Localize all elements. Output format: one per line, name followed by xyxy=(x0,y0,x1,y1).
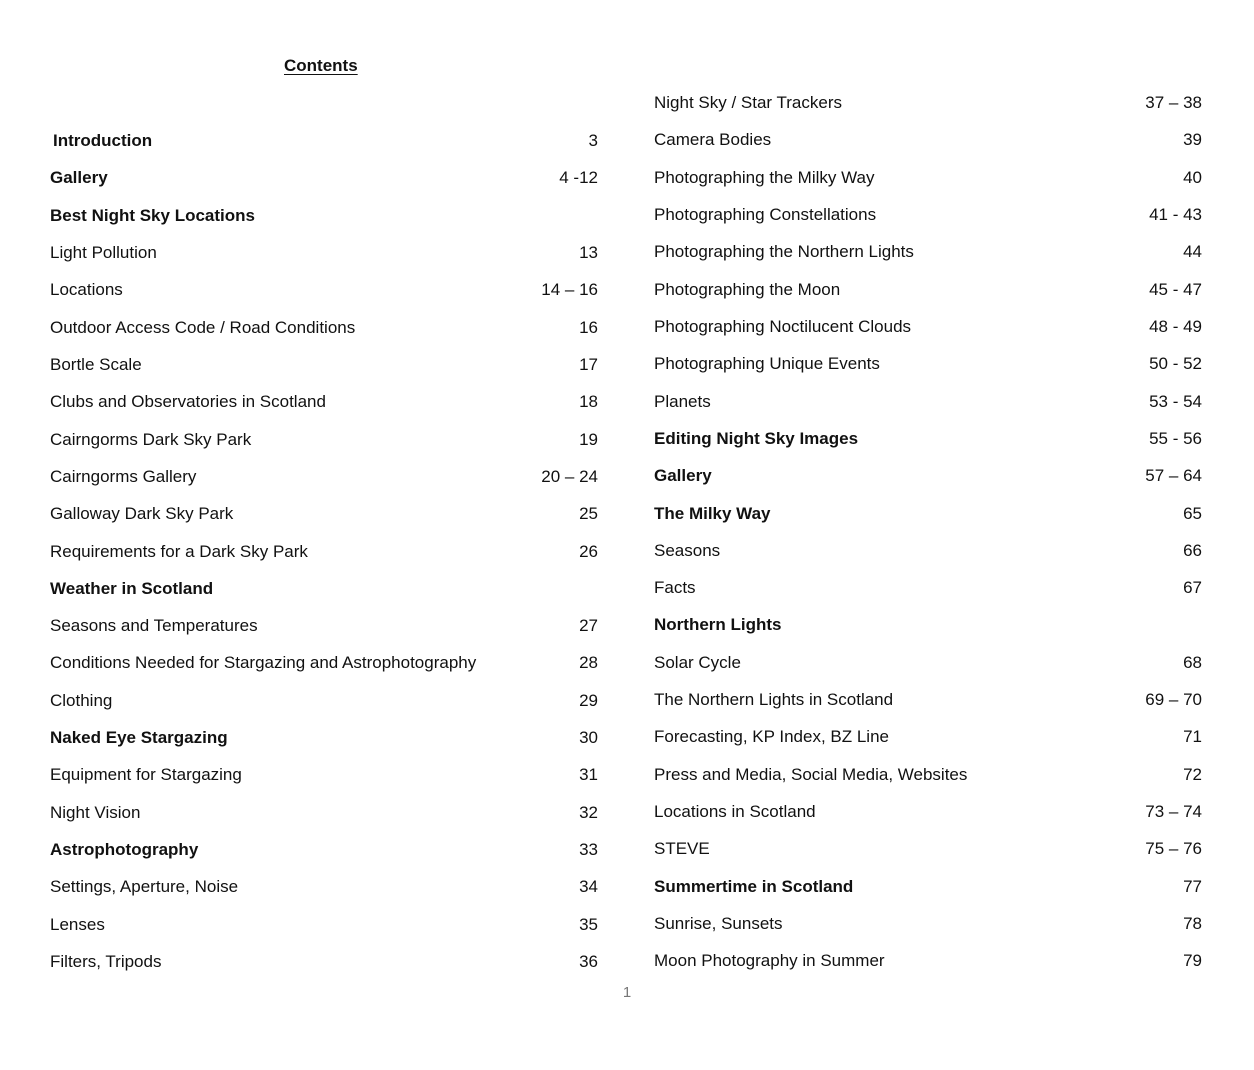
toc-entry-title: STEVE xyxy=(654,839,710,859)
toc-entry-pages: 45 - 47 xyxy=(1149,279,1202,299)
toc-entry[interactable] xyxy=(50,576,598,602)
toc-entry-title: Galloway Dark Sky Park xyxy=(50,504,234,524)
toc-entry-title: Gallery xyxy=(654,466,712,486)
toc-entry-pages: 29 xyxy=(579,690,598,710)
toc-entry-title: Photographing the Moon xyxy=(654,279,841,299)
toc-entry-pages: 18 xyxy=(579,392,598,412)
page-number: 1 xyxy=(622,984,632,1001)
toc-entry[interactable] xyxy=(50,613,598,639)
toc-entry-pages: 16 xyxy=(579,317,598,337)
toc-entry-title: The Northern Lights in Scotland xyxy=(654,690,894,710)
toc-entry[interactable] xyxy=(50,949,598,975)
toc-entry-title: Astrophotography xyxy=(50,840,199,860)
toc-entry-title: Lenses xyxy=(50,914,105,934)
toc-entry-pages: 20 – 24 xyxy=(541,466,598,486)
toc-entry[interactable] xyxy=(654,165,1202,191)
toc-entry-pages: 17 xyxy=(579,354,598,374)
toc-entry[interactable] xyxy=(50,650,598,676)
toc-entry-pages: 28 xyxy=(579,653,598,673)
toc-entry-pages: 73 – 74 xyxy=(1145,802,1202,822)
toc-entry-title: Naked Eye Stargazing xyxy=(50,728,228,748)
toc-entry[interactable] xyxy=(654,277,1202,303)
toc-entry-pages: 78 xyxy=(1183,914,1202,934)
toc-entry-pages: 57 – 64 xyxy=(1145,466,1202,486)
toc-entry[interactable] xyxy=(50,165,598,191)
toc-entry[interactable] xyxy=(50,315,598,341)
toc-entry[interactable] xyxy=(654,426,1202,452)
toc-entry-title: Photographing the Northern Lights xyxy=(654,242,914,262)
toc-entry[interactable] xyxy=(654,799,1202,825)
toc-entry-pages: 37 – 38 xyxy=(1145,93,1202,112)
toc-entry-pages: 27 xyxy=(579,616,598,636)
toc-entry-title: Solar Cycle xyxy=(654,652,741,672)
page-title: Contents xyxy=(284,56,358,75)
toc-entry-title: Best Night Sky Locations xyxy=(50,205,255,225)
toc-entry-title: Conditions Needed for Stargazing and Astrophotography xyxy=(50,653,477,673)
toc-entry-pages: 4 -12 xyxy=(559,168,598,188)
toc-entry-pages: 34 xyxy=(579,877,598,897)
toc-entry-pages: 25 xyxy=(579,504,598,524)
toc-entry-title: Seasons and Temperatures xyxy=(50,616,258,636)
toc-entry-pages: 40 xyxy=(1183,167,1202,187)
toc-entry-title: Gallery xyxy=(50,168,108,188)
toc-entry[interactable] xyxy=(654,463,1202,489)
toc-entry-title: Clubs and Observatories in Scotland xyxy=(50,392,326,412)
toc-entry[interactable] xyxy=(654,874,1202,900)
toc-entry[interactable] xyxy=(654,836,1202,862)
toc-entry-title: Night Vision xyxy=(50,802,141,822)
toc-entry-pages: 48 - 49 xyxy=(1149,316,1202,336)
toc-entry-title: Equipment for Stargazing xyxy=(50,765,242,785)
toc-entry-title: Settings, Aperture, Noise xyxy=(50,877,239,897)
toc-entry-title: Editing Night Sky Images xyxy=(654,428,859,448)
toc-entry-pages: 14 – 16 xyxy=(541,280,598,300)
toc-entry-title: Planets xyxy=(654,391,711,411)
toc-entry-title: Summertime in Scotland xyxy=(654,876,854,896)
toc-entry-title: Weather in Scotland xyxy=(50,578,214,598)
toc-entry[interactable] xyxy=(654,650,1202,676)
toc-entry[interactable] xyxy=(654,762,1202,788)
toc-entry-pages: 55 - 56 xyxy=(1149,428,1202,448)
toc-entry[interactable] xyxy=(654,948,1202,974)
toc-entry[interactable] xyxy=(50,874,598,900)
toc-entry-title: Photographing Noctilucent Clouds xyxy=(654,316,912,336)
toc-entry[interactable] xyxy=(654,612,1202,638)
toc-entry[interactable] xyxy=(654,538,1202,564)
toc-entry[interactable] xyxy=(50,352,598,378)
toc-entry-title: The Milky Way xyxy=(654,503,771,523)
toc-entry[interactable] xyxy=(50,688,598,714)
toc-entry-pages: 19 xyxy=(579,429,598,449)
toc-entry-pages: 32 xyxy=(579,802,598,822)
toc-entry-pages: 35 xyxy=(579,914,598,934)
toc-entry-pages: 26 xyxy=(579,541,598,561)
toc-entry-pages: 79 xyxy=(1183,951,1202,971)
toc-entry[interactable] xyxy=(50,837,598,863)
toc-entry[interactable] xyxy=(50,389,598,415)
toc-entry-pages: 65 xyxy=(1183,503,1202,523)
toc-entry[interactable] xyxy=(654,575,1202,601)
toc-entry[interactable] xyxy=(654,314,1202,340)
toc-entry-title: Filters, Tripods xyxy=(50,952,162,972)
toc-entry-pages: 68 xyxy=(1183,652,1202,672)
toc-entry-pages: 33 xyxy=(579,840,598,860)
toc-entry-title: Northern Lights xyxy=(654,615,782,635)
toc-entry-pages: 72 xyxy=(1183,764,1202,784)
toc-entry-pages: 31 xyxy=(579,765,598,785)
toc-entry[interactable] xyxy=(654,239,1202,265)
toc-entry-title: Light Pollution xyxy=(50,242,157,262)
toc-entry[interactable] xyxy=(50,501,598,527)
toc-entry-title: Moon Photography in Summer xyxy=(654,951,885,971)
toc-entry[interactable] xyxy=(50,912,598,938)
toc-entry-pages: 30 xyxy=(579,728,598,748)
toc-entry-title: Photographing the Milky Way xyxy=(654,167,875,187)
toc-entry[interactable] xyxy=(654,351,1202,377)
toc-entry-title: Cairngorms Dark Sky Park xyxy=(50,429,252,449)
toc-entry[interactable] xyxy=(50,800,598,826)
toc-entry-title: Seasons xyxy=(654,540,721,560)
toc-entry-title: Photographing Unique Events xyxy=(654,354,880,374)
toc-entry-title: Cairngorms Gallery xyxy=(50,466,197,486)
toc-entry-title: Night Sky / Star Trackers xyxy=(654,93,842,112)
toc-entry-title: Photographing Constellations xyxy=(654,204,877,224)
toc-entry-title: Bortle Scale xyxy=(50,354,142,374)
toc-entry[interactable] xyxy=(50,128,598,154)
toc-entry-title: Sunrise, Sunsets xyxy=(654,914,783,934)
toc-entry-title: Locations xyxy=(50,280,123,300)
toc-entry[interactable] xyxy=(50,277,598,303)
toc-entry-title: Press and Media, Social Media, Websites xyxy=(654,764,968,784)
toc-entry-pages: 41 - 43 xyxy=(1149,204,1202,224)
toc-entry[interactable] xyxy=(654,911,1202,937)
toc-entry-title: Locations in Scotland xyxy=(654,802,816,822)
toc-entry-title: Forecasting, KP Index, BZ Line xyxy=(654,727,889,747)
toc-entry[interactable] xyxy=(654,724,1202,750)
toc-entry-pages: 77 xyxy=(1183,876,1202,896)
toc-entry-title: Facts xyxy=(654,578,696,598)
toc-entry[interactable] xyxy=(50,240,598,266)
toc-entry-title: Clothing xyxy=(50,690,113,710)
toc-entry-title: Camera Bodies xyxy=(654,130,772,150)
toc-entry-pages: 69 – 70 xyxy=(1145,690,1202,710)
toc-entry-pages: 66 xyxy=(1183,540,1202,560)
toc-entry-pages: 67 xyxy=(1183,578,1202,598)
toc-entry[interactable] xyxy=(654,501,1202,527)
toc-entry[interactable] xyxy=(50,427,598,453)
toc-entry-pages: 44 xyxy=(1183,242,1202,262)
toc-entry-pages: 71 xyxy=(1183,727,1202,747)
toc-entry[interactable] xyxy=(50,762,598,788)
toc-entry[interactable] xyxy=(654,202,1202,228)
toc-entry[interactable] xyxy=(50,539,598,565)
toc-entry[interactable] xyxy=(50,725,598,751)
toc-entry-pages: 39 xyxy=(1183,130,1202,150)
toc-entry[interactable] xyxy=(654,389,1202,415)
toc-entry-pages: 3 xyxy=(588,131,598,150)
toc-entry-pages: 75 – 76 xyxy=(1145,839,1202,859)
toc-entry-pages: 53 - 54 xyxy=(1149,391,1202,411)
toc-entry-title: Introduction xyxy=(53,131,153,150)
toc-entry[interactable] xyxy=(50,203,598,229)
toc-entry-pages: 13 xyxy=(579,242,598,262)
toc-entry-pages: 50 - 52 xyxy=(1149,354,1202,374)
toc-entry-title: Requirements for a Dark Sky Park xyxy=(50,541,308,561)
toc-entry[interactable] xyxy=(50,464,598,490)
toc-entry[interactable] xyxy=(654,90,1202,116)
toc-entry[interactable] xyxy=(654,687,1202,713)
toc-entry-title: Outdoor Access Code / Road Conditions xyxy=(50,317,356,337)
toc-entry[interactable] xyxy=(654,127,1202,153)
toc-entry-pages: 36 xyxy=(579,952,598,972)
